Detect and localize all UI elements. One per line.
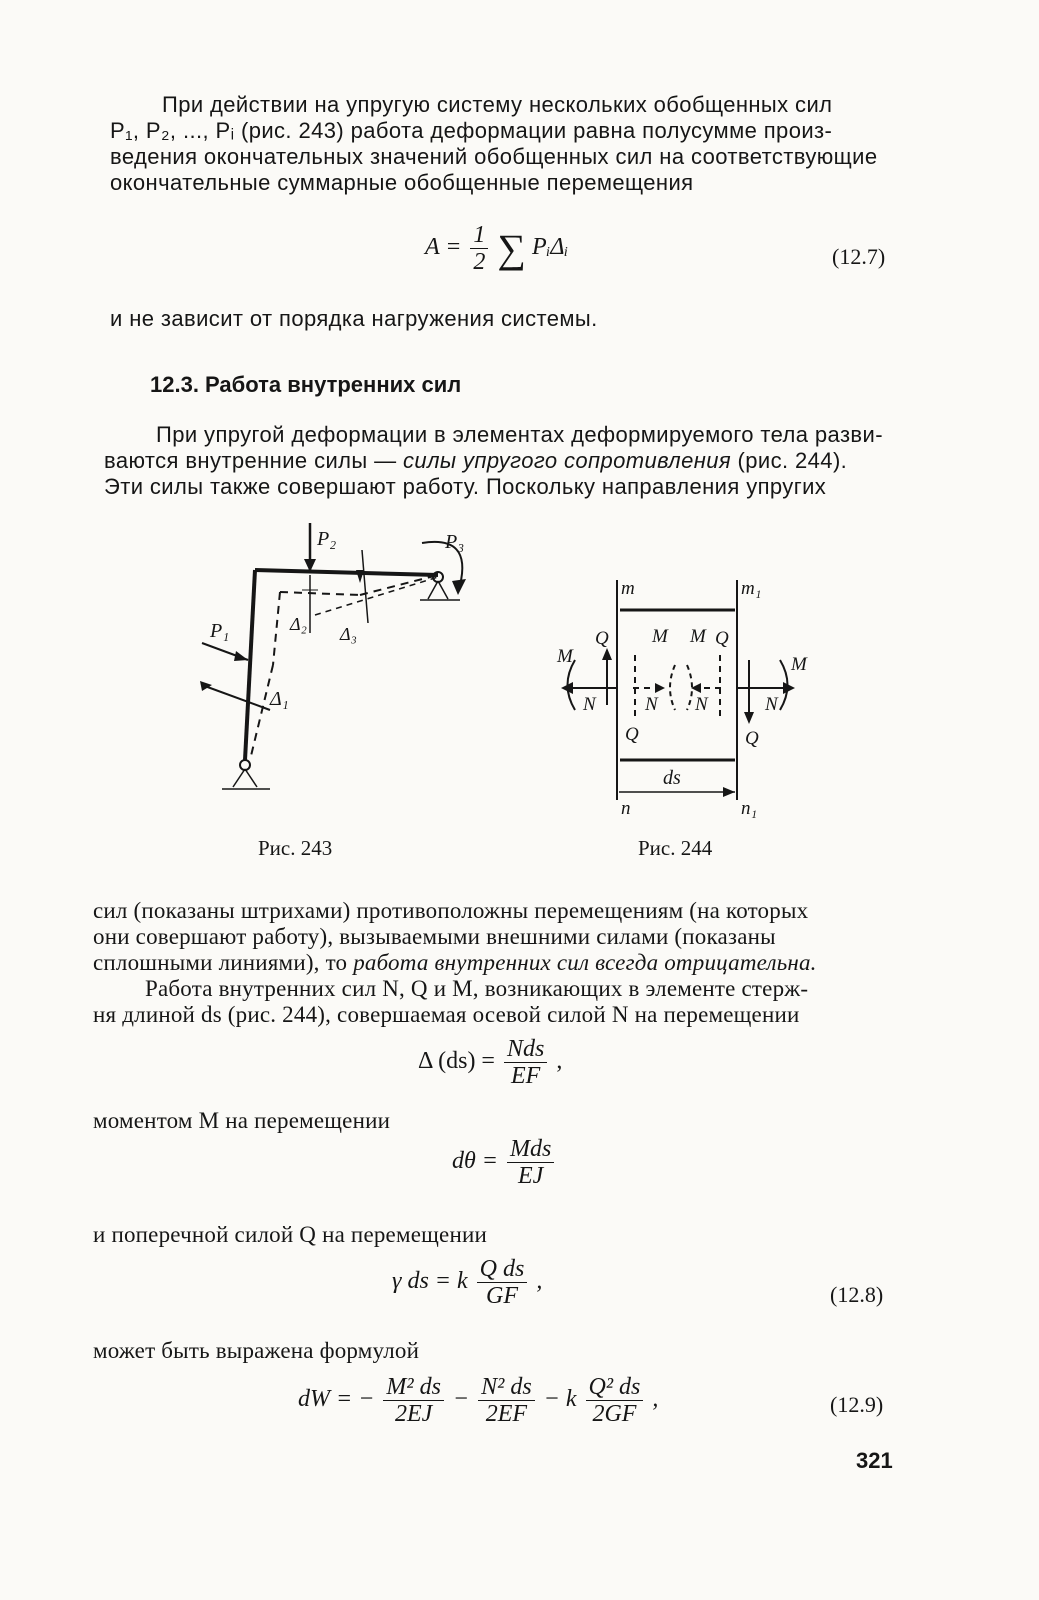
eq-delta-fraction (504, 1036, 547, 1089)
eq129-minus3: − k (543, 1386, 577, 1413)
eq129-tail: , (652, 1386, 659, 1413)
formula-line (93, 1338, 883, 1364)
eq127-lhs: A = (425, 234, 462, 261)
eq128-num: Q ds (477, 1256, 528, 1283)
eq127-number: (12.7) (832, 244, 886, 269)
eq128-number: (12.8) (830, 1282, 884, 1307)
equation-delta-ds (418, 1036, 562, 1089)
section-heading: 12.3. Работа внутренних сил (150, 372, 462, 397)
para3-line-5: ня длиной ds (рис. 244), совершаемая осевой силой N на перемещении (93, 1002, 800, 1027)
label-q-inner-right: Q (715, 628, 729, 649)
label-d1: Δ₁ (270, 688, 289, 710)
caption-243: Рис. 243 (258, 836, 333, 860)
label-p1: P₁ (210, 620, 230, 642)
intro-line-2: P₁, P₂, ..., Pᵢ (рис. 243) работа деформации равна полусумме произ- (110, 118, 833, 143)
shear-line (93, 1222, 883, 1248)
para2-line-2 (104, 448, 904, 474)
eq129-t1-num: M² ds (383, 1374, 444, 1401)
figure-243 (190, 515, 490, 810)
figure-244 (555, 570, 820, 820)
equation-12-8 (392, 1256, 542, 1309)
eq-delta-lhs: Δ (ds) = (418, 1048, 495, 1075)
eq-theta-fraction (507, 1136, 554, 1189)
caption-244: Рис. 244 (638, 836, 713, 860)
para2-line-2a: ваются внутренние силы — (104, 448, 404, 473)
label-p3: P₃ (445, 531, 465, 553)
intro-line-1: При действии на упругую систему нескольких обобщенных сил (162, 92, 833, 117)
after-eq127-text: и не зависит от порядка нагружения системы. (110, 306, 598, 331)
eq128-fraction (477, 1256, 528, 1309)
eq129-t2-num: N² ds (478, 1374, 535, 1401)
eq-theta-lhs: dθ = (452, 1148, 498, 1175)
eq-theta-num: Mds (507, 1136, 554, 1163)
label-d3: Δ₃ (340, 624, 357, 644)
eq-theta-den: EJ (518, 1163, 544, 1189)
para2-line-2c: (рис. 244). (731, 448, 848, 473)
label-p2: P₂ (317, 528, 337, 550)
label-n: n (621, 798, 631, 819)
intro-paragraph (110, 92, 900, 196)
eq129-lhs: dW = − (298, 1386, 375, 1413)
eq129-t3-den: 2GF (592, 1401, 637, 1427)
eq129-term3 (586, 1374, 644, 1427)
para2-line-2b: силы упругого сопротивления (403, 448, 732, 473)
equation-12-7 (425, 222, 568, 275)
eq129-t1-den: 2EJ (395, 1401, 433, 1427)
label-m1: m₁ (741, 578, 762, 599)
eq-delta-den: EF (510, 1063, 541, 1089)
moment-line (93, 1108, 883, 1134)
eq129-t3-num: Q² ds (586, 1374, 644, 1401)
para2-line-3: Эти силы также совершают работу. Поскольку направления упругих (104, 474, 827, 499)
page-number: 321 (856, 1448, 893, 1473)
label-q-left: Q (595, 628, 609, 649)
moment-line-text: моментом M на перемещении (93, 1108, 391, 1133)
eq128-lhs: γ ds = k (392, 1268, 468, 1295)
intro-line-4: окончательные суммарные обобщенные перемещения (110, 170, 694, 195)
label-m: m (621, 578, 635, 599)
eq127-sum: ∑ (497, 226, 526, 271)
para2-line-1: При упругой деформации в элементах деформируемого тела разви- (156, 422, 883, 447)
label-n-inner-right: N (695, 694, 708, 715)
eq129-minus2: − (452, 1386, 470, 1413)
para3-line-4: Работа внутренних сил N, Q и M, возникающих в элементе стерж- (145, 976, 809, 1001)
eq129-term1 (383, 1374, 444, 1427)
para3-line-2: они совершают работу), вызываемыми внешними силами (показаны (93, 924, 776, 949)
label-m-right: M (791, 654, 807, 675)
para3-line-1: сил (показаны штрихами) противоположны перемещениям (на которых (93, 898, 809, 923)
eq-delta-num: Nds (504, 1036, 547, 1063)
label-ds: ds (663, 767, 681, 789)
para3-line-3b: работа внутренних сил всегда отрицательна. (353, 950, 817, 975)
label-n-right: N (765, 694, 778, 715)
eq127-num: 1 (470, 222, 488, 249)
para3-line-3a: сплошными линиями), то (93, 950, 354, 975)
para3-line-3 (93, 950, 893, 976)
formula-line-text: может быть выражена формулой (93, 1338, 420, 1363)
label-m-inner-right: M (690, 626, 706, 647)
paragraph-2 (104, 422, 904, 500)
label-m-left: M (557, 646, 573, 667)
equation-12-9 (298, 1374, 658, 1427)
label-m-inner-left: M (652, 626, 668, 647)
label-q-right: Q (745, 728, 759, 749)
eq127-den: 2 (473, 249, 486, 275)
after-eq127 (110, 306, 900, 332)
label-n-inner-left: N (645, 694, 658, 715)
label-n1: n₁ (741, 798, 758, 819)
label-n-left: N (583, 694, 596, 715)
eq127-fraction (470, 222, 488, 275)
eq129-term2 (478, 1374, 535, 1427)
eq129-t2-den: 2EF (485, 1401, 528, 1427)
paragraph-3 (93, 898, 893, 1028)
equation-dtheta (452, 1136, 557, 1189)
eq-delta-tail: , (556, 1048, 563, 1075)
shear-line-text: и поперечной силой Q на перемещении (93, 1222, 487, 1247)
eq127-rhs: PᵢΔᵢ (531, 234, 569, 261)
eq128-tail: , (536, 1268, 543, 1295)
label-q-inner-left: Q (625, 724, 639, 745)
eq129-number: (12.9) (830, 1392, 884, 1417)
intro-line-3: ведения окончательных значений обобщенных сил на соответствующие (110, 144, 878, 169)
label-d2: Δ₂ (290, 614, 307, 634)
eq128-den: GF (485, 1283, 518, 1309)
